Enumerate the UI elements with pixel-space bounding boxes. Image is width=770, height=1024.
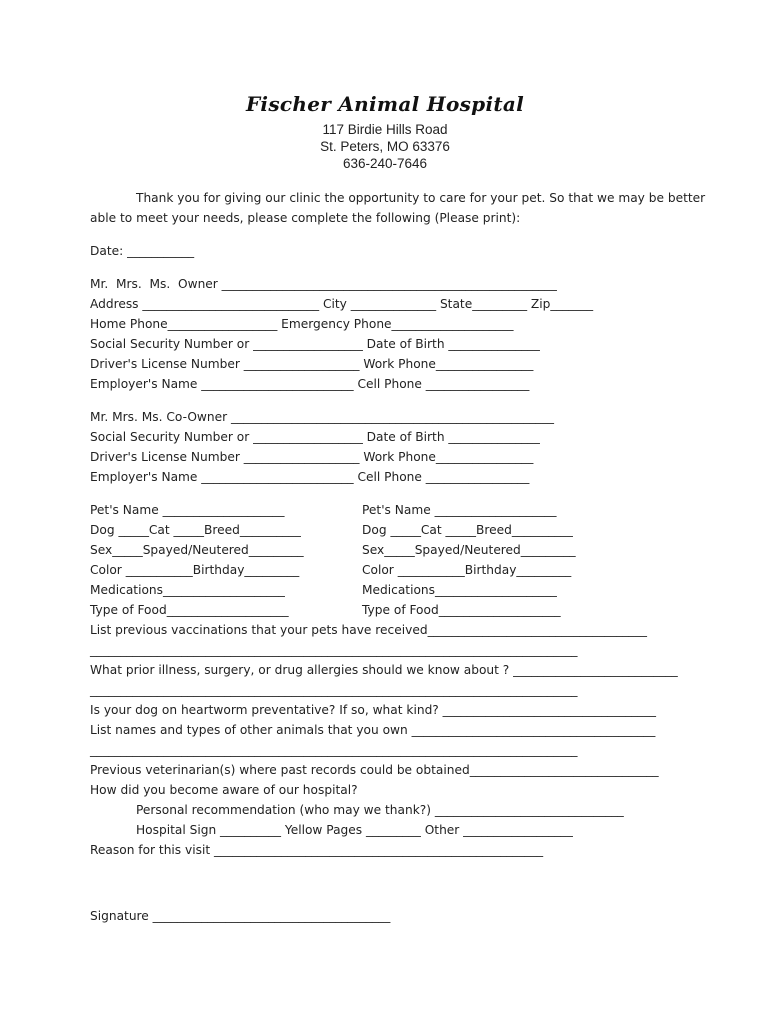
pet2-color-field[interactable]: Color ___________Birthday_________ — [362, 563, 572, 577]
referral-source-field[interactable]: Hospital Sign __________ Yellow Pages _________ Other __________________ — [136, 823, 573, 837]
address-line-1: 117 Birdie Hills Road — [322, 122, 448, 137]
owner-address-field[interactable]: Address _____________________________ City ______________ State_________ Zip_______ — [90, 297, 594, 311]
illness-allergies-field[interactable]: What prior illness, surgery, or drug allergies should we know about ? ___________________________ — [90, 663, 678, 677]
signature-field[interactable]: Signature _______________________________________ — [90, 909, 391, 923]
vaccinations-continued-field[interactable]: ________________________________________________________________________________ — [90, 643, 578, 657]
awareness-question: How did you become aware of our hospital? — [90, 783, 358, 797]
intro-line-1: Thank you for giving our clinic the opportunity to care for your pet. So that we may be better — [136, 191, 706, 205]
pet2-type-field[interactable]: Dog _____Cat _____Breed__________ — [362, 523, 573, 537]
pet2-name-field[interactable]: Pet's Name ____________________ — [362, 503, 557, 517]
coowner-employer-field[interactable]: Employer's Name _________________________ Cell Phone _________________ — [90, 470, 530, 484]
owner-phone-field[interactable]: Home Phone__________________ Emergency Phone____________________ — [90, 317, 514, 331]
vaccinations-field[interactable]: List previous vaccinations that your pets have received____________________________________ — [90, 623, 647, 637]
illness-continued-field[interactable]: ________________________________________________________________________________ — [90, 683, 578, 697]
owner-employer-field[interactable]: Employer's Name _________________________ Cell Phone _________________ — [90, 377, 530, 391]
pet2-medications-field[interactable]: Medications____________________ — [362, 583, 557, 597]
hospital-phone: 636-240-7646 — [342, 156, 428, 171]
pet2-food-field[interactable]: Type of Food____________________ — [362, 603, 561, 617]
pet1-medications-field[interactable]: Medications____________________ — [90, 583, 285, 597]
owner-name-field[interactable]: Mr. Mrs. Ms. Owner _______________________________________________________ — [90, 277, 557, 291]
owner-license-field[interactable]: Driver's License Number ___________________ Work Phone________________ — [90, 357, 534, 371]
personal-recommendation-field[interactable]: Personal recommendation (who may we thank?) _______________________________ — [136, 803, 624, 817]
other-animals-field[interactable]: List names and types of other animals that you own ________________________________________ — [90, 723, 656, 737]
coowner-name-field[interactable]: Mr. Mrs. Ms. Co-Owner _____________________________________________________ — [90, 410, 554, 424]
visit-reason-field[interactable]: Reason for this visit ______________________________________________________ — [90, 843, 544, 857]
intro-line-2: able to meet your needs, please complete the following (Please print): — [90, 211, 521, 225]
pet1-color-field[interactable]: Color ___________Birthday_________ — [90, 563, 300, 577]
coowner-license-field[interactable]: Driver's License Number ___________________ Work Phone________________ — [90, 450, 534, 464]
other-animals-continued-field[interactable]: ________________________________________________________________________________ — [90, 743, 578, 757]
heartworm-field[interactable]: Is your dog on heartworm preventative? If so, what kind? ___________________________________ — [90, 703, 656, 717]
hospital-name: Fischer Animal Hospital — [245, 92, 525, 116]
pet1-sex-field[interactable]: Sex_____Spayed/Neutered_________ — [90, 543, 304, 557]
pet1-food-field[interactable]: Type of Food____________________ — [90, 603, 289, 617]
previous-vet-field[interactable]: Previous veterinarian(s) where past records could be obtained_______________________________ — [90, 763, 659, 777]
pet1-name-field[interactable]: Pet's Name ____________________ — [90, 503, 285, 517]
owner-ssn-field[interactable]: Social Security Number or __________________ Date of Birth _______________ — [90, 337, 540, 351]
pet2-sex-field[interactable]: Sex_____Spayed/Neutered_________ — [362, 543, 576, 557]
pet1-type-field[interactable]: Dog _____Cat _____Breed__________ — [90, 523, 301, 537]
address-line-2: St. Peters, MO 63376 — [320, 139, 450, 154]
date-field[interactable]: Date: ___________ — [90, 244, 195, 258]
coowner-ssn-field[interactable]: Social Security Number or __________________ Date of Birth _______________ — [90, 430, 540, 444]
